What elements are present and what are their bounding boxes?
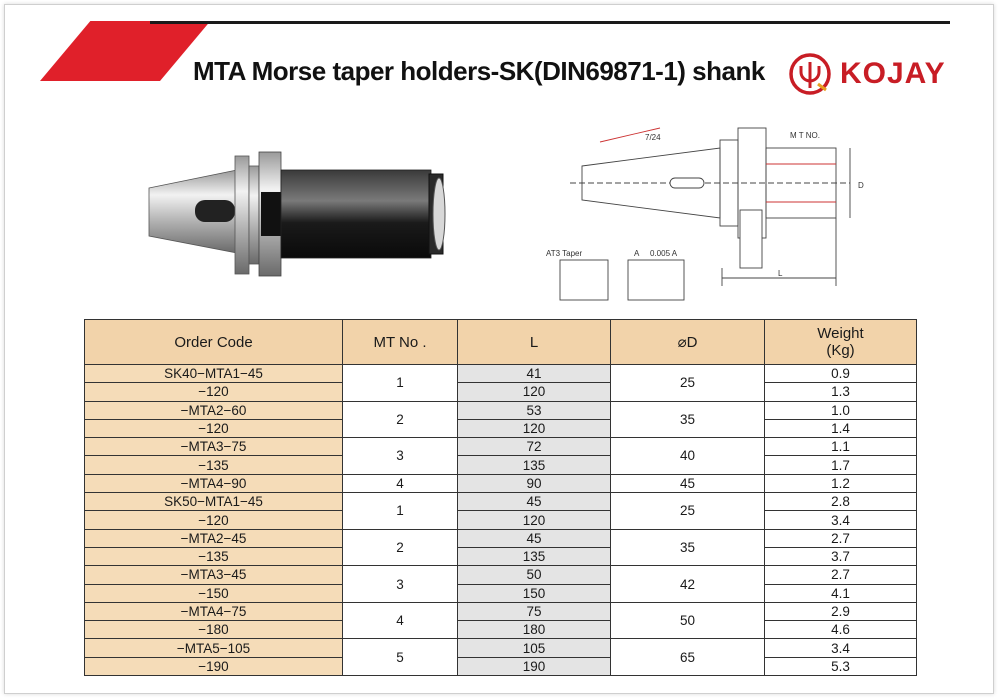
weight-cell: 1.1 [765, 438, 917, 456]
header-diameter: ⌀D [611, 320, 765, 365]
header-order-code: Order Code [85, 320, 343, 365]
l-cell: 72 [458, 438, 611, 456]
page-title: MTA Morse taper holders-SK(DIN69871-1) shank [193, 56, 765, 86]
diameter-cell: 35 [611, 401, 765, 438]
mt-no-cell: 3 [343, 566, 458, 603]
diameter-cell: 45 [611, 474, 765, 492]
brand-name: KOJAY [840, 57, 946, 90]
drawing-taper-label: 7/24 [645, 133, 661, 142]
weight-cell: 1.3 [765, 383, 917, 401]
header-rule [150, 21, 950, 24]
diameter-cell: 25 [611, 493, 765, 530]
l-cell: 105 [458, 639, 611, 657]
diameter-cell: 35 [611, 529, 765, 566]
table-row [85, 493, 917, 511]
weight-cell: 1.7 [765, 456, 917, 474]
diameter-cell: 42 [611, 566, 765, 603]
l-cell: 190 [458, 657, 611, 675]
table-row [85, 438, 917, 456]
l-cell: 53 [458, 401, 611, 419]
header-weight [765, 320, 917, 365]
header-l: L [458, 320, 611, 365]
table-body [85, 365, 917, 676]
weight-cell: 3.4 [765, 639, 917, 657]
l-cell: 75 [458, 602, 611, 620]
weight-cell: 0.9 [765, 365, 917, 383]
l-cell: 120 [458, 511, 611, 529]
order-code-cell: −190 [85, 657, 343, 675]
table-row [85, 639, 917, 657]
drawing-mt-label: M T NO. [790, 131, 820, 140]
tool-holder-photo [147, 148, 447, 278]
drawing-l-label: L [778, 269, 783, 278]
l-cell: 180 [458, 621, 611, 639]
weight-cell: 1.2 [765, 474, 917, 492]
order-code-cell: −MTA3−45 [85, 566, 343, 584]
kojay-logo-icon [788, 52, 832, 96]
l-cell: 135 [458, 456, 611, 474]
table-row [85, 383, 917, 401]
l-cell: 41 [458, 365, 611, 383]
table-row [85, 547, 917, 565]
order-code-cell: SK50−MTA1−45 [85, 493, 343, 511]
order-code-cell: −120 [85, 383, 343, 401]
table-header-row [85, 320, 917, 365]
table-row [85, 566, 917, 584]
order-code-cell: −120 [85, 419, 343, 437]
order-code-cell: −MTA2−60 [85, 401, 343, 419]
table-row [85, 401, 917, 419]
table-row [85, 602, 917, 620]
order-code-cell: SK40−MTA1−45 [85, 365, 343, 383]
mt-no-cell: 4 [343, 474, 458, 492]
order-code-cell: −MTA2−45 [85, 529, 343, 547]
l-cell: 45 [458, 529, 611, 547]
table-row [85, 511, 917, 529]
diameter-cell: 65 [611, 639, 765, 676]
diameter-cell: 40 [611, 438, 765, 475]
technical-drawing [540, 118, 880, 308]
drawing-d-label: D [858, 181, 864, 190]
drawing-datum-label: A [634, 249, 640, 258]
order-code-cell: −MTA5−105 [85, 639, 343, 657]
weight-cell: 4.6 [765, 621, 917, 639]
order-code-cell: −135 [85, 456, 343, 474]
l-cell: 150 [458, 584, 611, 602]
weight-cell: 2.7 [765, 529, 917, 547]
weight-cell: 1.0 [765, 401, 917, 419]
header-weight-line1: Weight [817, 325, 864, 342]
drawing-at3-label: AT3 Taper [546, 249, 583, 258]
table-row [85, 365, 917, 383]
l-cell: 135 [458, 547, 611, 565]
order-code-cell: −135 [85, 547, 343, 565]
weight-cell: 2.7 [765, 566, 917, 584]
table-row [85, 621, 917, 639]
mt-no-cell: 1 [343, 365, 458, 402]
table-row [85, 584, 917, 602]
order-code-cell: −180 [85, 621, 343, 639]
table-row [85, 529, 917, 547]
header-mt-no: MT No . [343, 320, 458, 365]
table-row [85, 474, 917, 492]
mt-no-cell: 2 [343, 401, 458, 438]
mt-no-cell: 5 [343, 639, 458, 676]
diameter-cell: 25 [611, 365, 765, 402]
weight-cell: 3.4 [765, 511, 917, 529]
mt-no-cell: 4 [343, 602, 458, 639]
diameter-cell: 50 [611, 602, 765, 639]
mt-no-cell: 3 [343, 438, 458, 475]
mt-no-cell: 1 [343, 493, 458, 530]
weight-cell: 2.8 [765, 493, 917, 511]
weight-cell: 3.7 [765, 547, 917, 565]
header-weight-line2: (Kg) [826, 342, 855, 359]
l-cell: 120 [458, 419, 611, 437]
l-cell: 90 [458, 474, 611, 492]
weight-cell: 1.4 [765, 419, 917, 437]
weight-cell: 2.9 [765, 602, 917, 620]
mt-no-cell: 2 [343, 529, 458, 566]
table-row [85, 456, 917, 474]
table-row [85, 419, 917, 437]
order-code-cell: −MTA3−75 [85, 438, 343, 456]
order-code-cell: −150 [85, 584, 343, 602]
order-code-cell: −MTA4−75 [85, 602, 343, 620]
weight-cell: 5.3 [765, 657, 917, 675]
order-code-cell: −120 [85, 511, 343, 529]
l-cell: 45 [458, 493, 611, 511]
l-cell: 120 [458, 383, 611, 401]
weight-cell: 4.1 [765, 584, 917, 602]
specification-table [84, 319, 917, 676]
l-cell: 50 [458, 566, 611, 584]
order-code-cell: −MTA4−90 [85, 474, 343, 492]
table-row [85, 657, 917, 675]
drawing-tolerance-label: 0.005 A [650, 249, 678, 258]
